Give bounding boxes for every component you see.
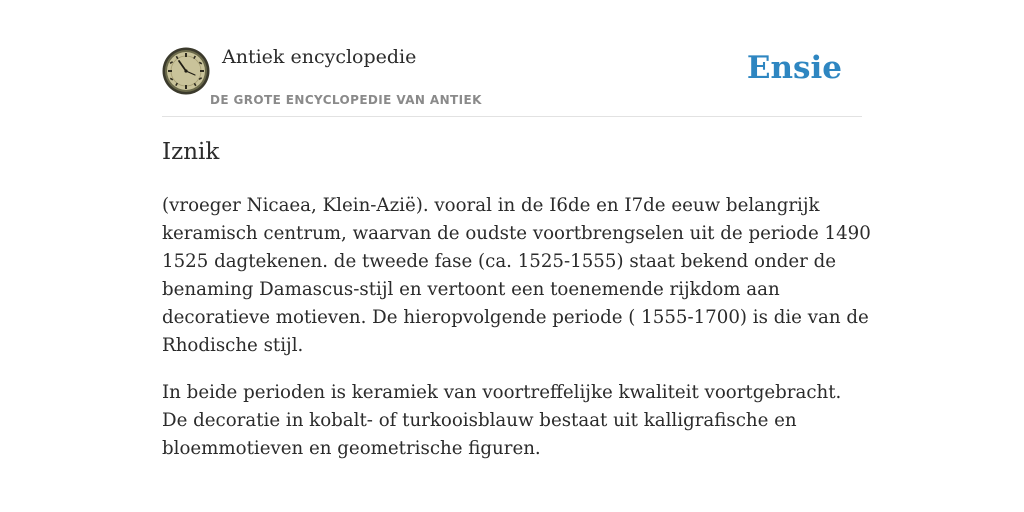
article-paragraph: (vroeger Nicaea, Klein-Azië). vooral in de I6de en I7de eeuw belangrijk keramisch centrum, waarvan de oudste voortbrengselen uit de periode 1490 1525 dagtekenen. de tweede fase (ca. 1525-1555) staat bekend onder de benaming Damascus-stijl en vertoont een toenemende rijkdom aan decoratieve motieven. De hieropvolgende periode ( 1555-1700) is die van de Rhodische stijl. — [162, 195, 871, 356]
article-title: Iznik — [162, 139, 220, 165]
article-body — [162, 192, 872, 482]
site-tagline: DE GROTE ENCYCLOPEDIE VAN ANTIEK — [210, 93, 482, 107]
brand-logo-link[interactable]: Ensie — [746, 50, 842, 86]
antique-clock-icon[interactable] — [162, 47, 210, 95]
article-paragraph: In beide perioden is keramiek van voortreffelijke kwaliteit voortgebracht. De decoratie in kobalt- of turkooisblauw bestaat uit kalligrafische en bloemmotieven en geometrische figuren. — [162, 382, 842, 459]
site-title-link[interactable]: Antiek encyclopedie — [222, 46, 417, 68]
site-header — [162, 44, 862, 117]
